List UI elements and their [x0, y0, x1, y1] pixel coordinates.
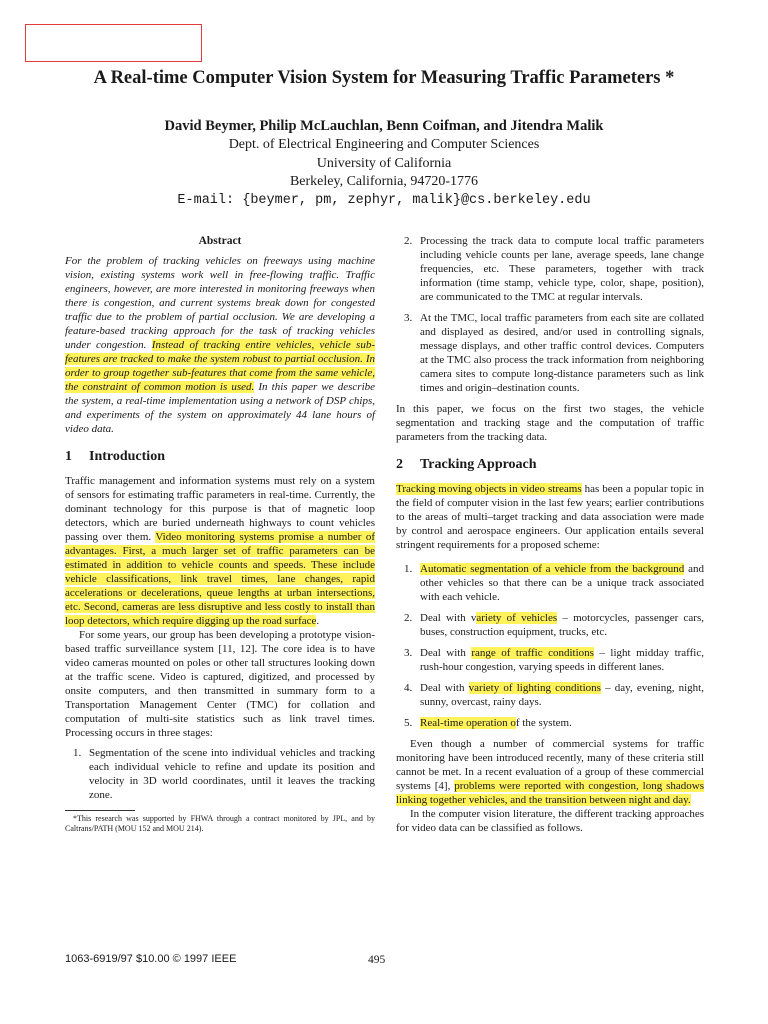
email-line: E-mail: {beymer, pm, zephyr, malik}@cs.berkeley.edu: [177, 193, 591, 208]
section-heading-tracking-approach: 2 Tracking Approach: [396, 457, 537, 472]
author-list: David Beymer, Philip McLauchlan, Benn Coifman, and Jitendra Malik: [164, 118, 604, 134]
abstract-text: For the problem of tracking vehicles on freeways using machine vision, existing systems work well in free-flowing traffic. Traffic engineers, however, are more interested in monitoring freeways when there is congestion, and current systems break down for congested traffic due to the problem of partial occlusion. We are developing a feature-based tracking approach for the task of tracking vehicles under congestion. Instead of tracking entire vehicles, vehicle sub-features are tracked to make the system robust to partial occlusion. In order to group together sub-features that come from the same vehicle, the constraint of common motion is used. In this paper we describe the system, a real-time implementation using a network of DSP chips, and experiments of the system on approximately 44 lane hours of video data.: [65, 255, 376, 435]
intro-paragraph: In this paper, we focus on the first two stages, the vehicle segmentation and tracking stage and the computation of traffic parameters from the tracking data.: [396, 403, 704, 443]
list-item: 3. Deal with range of traffic conditions – light midday traffic, rush-hour congestion, varying speeds in different lanes.: [404, 647, 704, 673]
affiliation: [60, 136, 708, 192]
affiliation-line: Dept. of Electrical Engineering and Computer Sciences: [228, 137, 540, 152]
highlighted-text: Tracking moving objects in video streams: [396, 483, 582, 495]
intro-paragraph: For some years, our group has been developing a prototype vision-based traffic surveillance system [11, 12]. The core idea is to have video cameras mounted on poles or other tall structures looking down at the traffic scene. Video is captured, digitized, and processed by onsite computers, and then transmitted in summary form to a Transportation Management Center (TMC) for collation and computation of multi-site statistics such as link travel times. Processing occurs in three stages:: [65, 629, 375, 739]
section-heading-introduction: 1 Introduction: [65, 449, 165, 464]
list-item: 4. Deal with variety of lighting conditions – day, evening, night, sunny, overcast, rainy days.: [404, 682, 704, 708]
highlighted-text: Instead of tracking entire vehicles, vehicle sub-features are tracked to make the system robust to partial occlusion. In order to group together sub-features that come from the same vehicle, the constraint of common motion is used.: [65, 339, 375, 393]
affiliation-line: Berkeley, California, 94720-1776: [289, 174, 479, 189]
right-column: [396, 234, 704, 835]
tracking-paragraph: In the computer vision literature, the different tracking approaches for video data can be classified as follows.: [396, 808, 704, 834]
footnote: *This research was supported by FHWA through a contract monitored by JPL, and by Caltrans/PATH (MOU 152 and MOU 214).: [65, 814, 375, 833]
highlighted-text: Video monitoring systems promise a number of advantages. First, a much larger set of traffic parameters can be estimated in addition to vehicle counts and speeds. These include vehicle classifications, link travel times, lane changes, rapid accelerations or decelerations, queue lengths at urban intersections, etc. Second, cameras are less disruptive and less costly to install than loop detectors, which require digging up the road surface: [65, 531, 375, 627]
tracking-paragraph: Even though a number of commercial systems for traffic monitoring have been introduced recently, many of these criteria still cannot be met. In a recent evaluation of a group of these commercial systems [4], problems were reported with congestion, long shadows linking together vehicles, and the transition between night and day.: [396, 738, 704, 806]
abstract-heading: Abstract: [198, 235, 242, 247]
requirements-list: [396, 562, 704, 730]
list-item: 1. Segmentation of the scene into individual vehicles and tracking each individual vehicle to refine and update its position and velocity in 3D world coordinates, until it leaves the tracking zone.: [73, 747, 375, 801]
left-column: [65, 234, 375, 834]
stages-list: [65, 746, 375, 802]
paper-title: A Real-time Computer Vision System for Measuring Traffic Parameters *: [93, 68, 675, 88]
list-item: 2. Deal with variety of vehicles – motorcycles, passenger cars, buses, construction equipment, trucks, etc.: [404, 612, 704, 638]
highlighted-text: problems were reported with congestion, long shadows linking together vehicles, and the transition between night and day.: [396, 780, 704, 806]
list-item: 2. Processing the track data to compute local traffic parameters including vehicle counts per lane, average speeds, lane change frequencies, etc. These parameters, together with track information (time stamp, vehicle type, color, shape, position), are communicated to the TMC at regular intervals.: [404, 235, 704, 303]
list-item: 3. At the TMC, local traffic parameters from each site are collated and displayed as desired, and/or used in controlling signals, message displays, and other traffic control devices. Computers at the TMC also process the track information from neighboring camera sites to compute long-distance parameters such as link times and origin–destination counts.: [404, 312, 704, 394]
page-number: 495: [368, 954, 386, 966]
affiliation-line: University of California: [316, 155, 452, 171]
list-item: 1. Automatic segmentation of a vehicle from the background and other vehicles so that there can be a unique track associated with each vehicle.: [404, 563, 705, 603]
annotation-box: [25, 24, 202, 62]
intro-paragraph: Traffic management and information systems must rely on a system of sensors for estimating traffic parameters in real-time. Currently, the dominant technology for this purpose is that of magnetic loop detectors, which are buried underneath highways to count vehicles passing over them. Video monitoring systems promise a number of advantages. First, a much larger set of traffic parameters can be estimated in addition to vehicle counts and speeds. These include vehicle classifications, link travel times, lane changes, rapid accelerations or decelerations, queue lengths at urban intersections, etc. Second, cameras are less disruptive and less costly to install than loop detectors, which require digging up the road surface.: [65, 475, 375, 627]
stages-list-continued: [396, 234, 704, 395]
tracking-paragraph: Tracking moving objects in video streams has been a popular topic in the field of computer vision in the last few years; earlier contributions to the areas of multi–target tracking and data association were made by control and aerospace engineers. Our application entails several stringent requirements for a proposed scheme:: [396, 483, 705, 551]
footnote-rule: [65, 810, 135, 811]
list-item: 5. Real-time operation of the system.: [404, 717, 572, 729]
copyright-line: 1063-6919/97 $10.00 © 1997 IEEE: [65, 953, 237, 965]
